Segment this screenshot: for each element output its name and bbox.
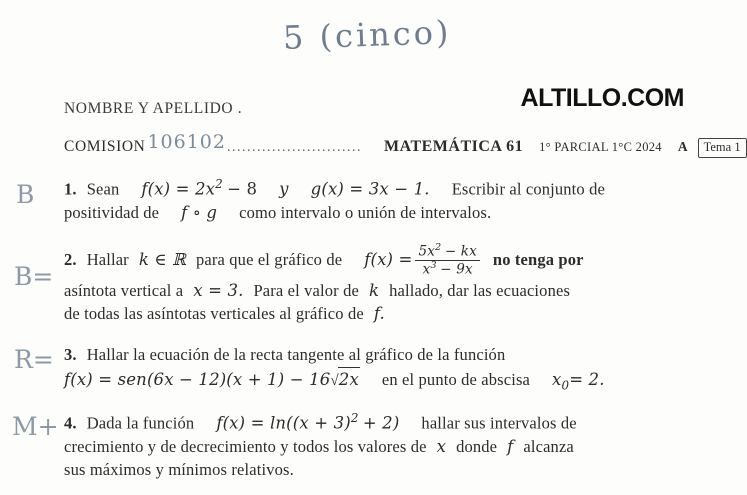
- exercise-4-number: 4.: [64, 413, 77, 433]
- exercise-4-formula: f(x) = ln((x + 3): [216, 413, 351, 433]
- exercise-4-line-1: [64, 410, 676, 435]
- exercise-4-text-d: donde: [456, 436, 498, 456]
- exercise-2-frac-den-exp: 3: [430, 259, 437, 271]
- exercise-2-line-1: [64, 244, 676, 278]
- exam-header: [64, 100, 741, 158]
- exercise-2-text-c: no tenga por: [492, 250, 584, 270]
- comision-handwritten-value: 106102: [147, 131, 226, 153]
- margin-mark-1: B: [16, 180, 35, 209]
- exercise-2-frac-den-b: − 9x: [440, 261, 473, 278]
- exam-version-letter: A: [677, 139, 688, 154]
- margin-mark-3: R=: [14, 345, 54, 375]
- exercise-1-text-d: como intervalo o unión de intervalos.: [239, 202, 492, 222]
- exercise-3-number: 3.: [64, 345, 77, 365]
- exercise-3-line-1: [64, 343, 676, 366]
- exercise-1-number: 1.: [64, 179, 77, 199]
- tema-badge: Tema 1: [698, 138, 747, 158]
- exercise-2-text-e: Para el valor de: [253, 280, 359, 300]
- exercise-1-composition: f ∘ g: [181, 202, 218, 222]
- exercise-1-text-c: positividad de: [64, 202, 160, 222]
- site-watermark: ALTILLO.COM: [520, 84, 684, 112]
- exercise-3-line-2: [64, 367, 676, 394]
- exercise-3: [14, 343, 676, 394]
- name-field-label: NOMBRE Y APELLIDO .: [64, 100, 243, 117]
- exercise-1-line-1: [64, 176, 676, 201]
- exercise-4-formula-exp: 2: [350, 410, 359, 425]
- comision-row: [64, 131, 741, 158]
- exercise-1-text-a: Sean: [86, 179, 120, 199]
- exercise-2-frac-num-a: 5x: [418, 243, 435, 260]
- exercise-1-conj: y: [279, 179, 289, 199]
- comision-label: COMISION: [64, 138, 146, 155]
- exercise-4-line-3: [64, 458, 676, 481]
- exercise-4-line-2: [64, 435, 676, 458]
- exercise-2: [14, 242, 676, 325]
- exercise-2-fx-eq: f(x) =: [364, 250, 413, 270]
- exercise-2-line-3: [64, 302, 676, 325]
- exercise-2-text-d: asíntota vertical a: [64, 280, 184, 300]
- exercise-1-line-2: [64, 201, 676, 224]
- exercise-4-text-e: alcanza: [523, 436, 574, 456]
- exercise-3-x0-value: = 2.: [569, 369, 605, 389]
- exercise-3-sqrt-radicand: 2x: [338, 367, 360, 391]
- exercise-2-k-domain: k ∈ ℝ: [138, 250, 186, 270]
- exercise-4-x: x: [436, 436, 447, 456]
- exercise-3-x0: x: [552, 369, 562, 389]
- exercise-4-text-c: crecimiento y de decrecimiento y todos los valores de: [64, 436, 427, 456]
- exercise-2-k: k: [368, 280, 380, 300]
- exercise-2-frac-den-a: x: [422, 261, 431, 278]
- exercise-1-fx-rest: − 8: [227, 179, 258, 199]
- exercise-2-text-b: para que el gráfico de: [196, 250, 343, 270]
- exercise-3-x0-sub: 0: [561, 378, 570, 393]
- exercise-1: [16, 176, 676, 224]
- exercise-3-formula: f(x) = sen(6x − 12)(x + 1) − 16: [64, 369, 331, 389]
- exercise-2-text-g: de todas las asíntotas verticales al gráfico de: [64, 303, 364, 323]
- exercise-4-text-f: sus máximos y mínimos relativos.: [64, 460, 294, 480]
- exercise-4-text-a: Dada la función: [86, 413, 195, 433]
- exercise-list: [12, 176, 676, 495]
- exercise-4: [12, 410, 676, 482]
- exercise-2-number: 2.: [64, 250, 77, 270]
- margin-mark-2: B=: [14, 262, 54, 292]
- exercise-2-fraction: [415, 243, 479, 277]
- handwritten-grade: 5 (cinco): [282, 13, 453, 57]
- subject-title: MATEMÁTICA 61: [383, 138, 524, 155]
- exercise-1-text-b: Escribir al conjunto de: [451, 179, 605, 199]
- exercise-4-text-b: hallar sus intervalos de: [421, 413, 577, 433]
- margin-mark-4: [12, 412, 59, 441]
- exercise-3-sqrt: √2x: [330, 367, 360, 392]
- exercise-2-f-ref: f.: [373, 303, 385, 323]
- comision-dotted-line: ...........................: [226, 140, 362, 155]
- exercise-4-formula-rest: + 2): [362, 413, 400, 433]
- exercise-1-fx-exp: 2: [215, 177, 223, 191]
- exam-part-label: 1° PARCIAL 1°C 2024: [539, 140, 662, 154]
- exercise-2-frac-num-exp: 2: [435, 242, 442, 254]
- exercise-2-text-a: Hallar: [86, 250, 129, 270]
- exercise-1-fx: f(x) = 2x: [141, 179, 216, 199]
- exercise-2-text-f: hallado, dar las ecuaciones: [389, 280, 571, 300]
- exercise-2-x-eq: x = 3.: [193, 280, 244, 300]
- margin-mark-4-text: M+: [12, 411, 59, 441]
- exercise-4-f: f: [507, 436, 514, 456]
- exercise-2-line-2: [64, 279, 676, 302]
- exercise-3-text-b: en el punto de abscisa: [381, 369, 530, 389]
- exercise-3-text-a: Hallar la ecuación de la recta tangente al gráfico de la función: [86, 345, 506, 365]
- exercise-2-frac-num-b: − kx: [444, 243, 477, 260]
- exercise-1-gx: g(x) = 3x − 1.: [310, 179, 430, 199]
